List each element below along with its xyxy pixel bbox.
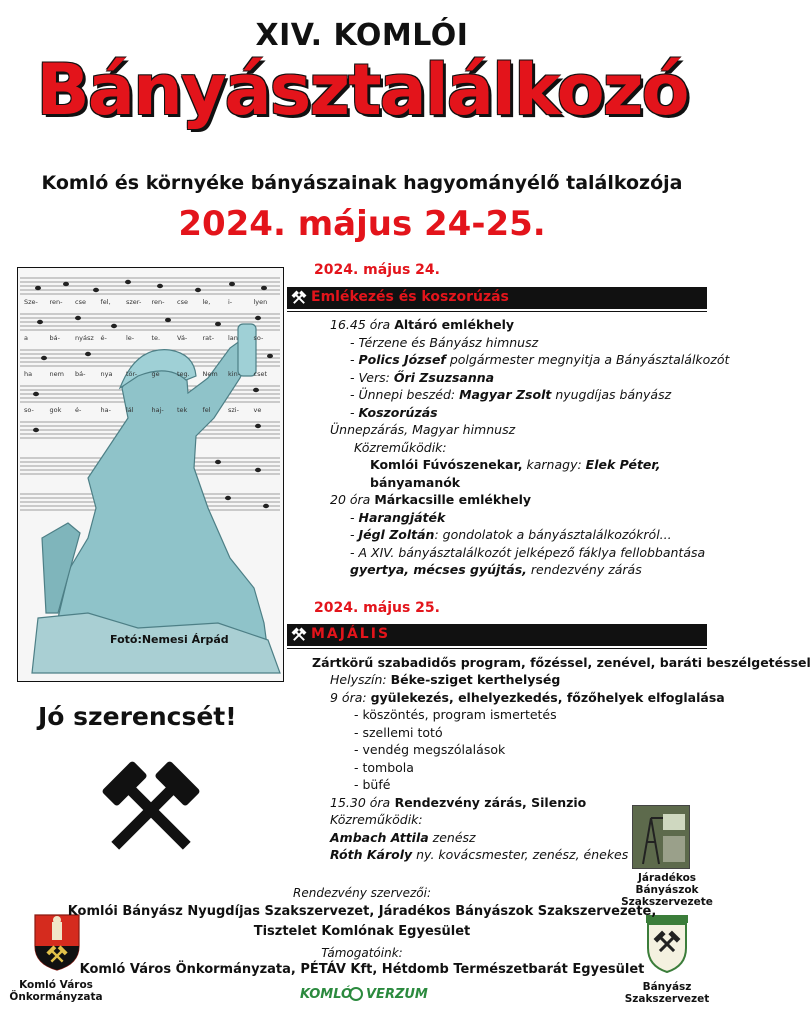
lyric-syllable: Sze- bbox=[24, 298, 38, 306]
program-line: - Térzene és Bányász himnusz bbox=[350, 334, 539, 350]
divider bbox=[287, 311, 707, 312]
lyric-syllable: lál bbox=[126, 406, 134, 414]
organizers-label: Rendezvény szervezői: bbox=[293, 886, 431, 900]
lyric-syllable: ge bbox=[151, 370, 160, 378]
day2-intro: Zártkörű szabadidős program, főzéssel, zenével, baráti beszélgetéssel bbox=[312, 655, 811, 670]
lyric-syllable: i- bbox=[228, 298, 233, 306]
program-item: - büfé bbox=[354, 777, 391, 792]
lyric-syllable: ve bbox=[253, 406, 262, 414]
komlo-verzum-logo bbox=[300, 984, 428, 1006]
program-line: Ambach Attila zenész bbox=[330, 829, 476, 845]
lyric-syllable: nem bbox=[49, 370, 64, 378]
day1-program bbox=[330, 316, 729, 579]
supporters-label: Támogatóink: bbox=[321, 946, 403, 960]
lyric-syllable: le, bbox=[202, 298, 211, 306]
crossed-hammers-icon bbox=[96, 755, 206, 865]
lyric-syllable: te. bbox=[151, 334, 161, 342]
lyric-syllable: szer- bbox=[126, 298, 142, 306]
lyric-syllable: Vá- bbox=[177, 334, 188, 342]
program-line: - Jégl Zoltán: gondolatok a bányásztalálkozókról... bbox=[350, 527, 672, 542]
komlo-city-label: Komló Város Önkormányzata bbox=[9, 979, 103, 1003]
program-line: Ünnepzárás, Magyar himnusz bbox=[330, 422, 516, 437]
sponsor-logo-left: KOMLÓ bbox=[300, 987, 353, 1002]
lyric-syllable: é- bbox=[75, 406, 82, 414]
day2-date: 2024. május 25. bbox=[314, 600, 440, 616]
divider bbox=[287, 648, 707, 649]
program-line: - Vers: Őri Zsuzsanna bbox=[350, 369, 495, 385]
lyric-syllable: teg. bbox=[177, 370, 190, 378]
lyric-syllable: cset bbox=[253, 370, 268, 378]
program-line: - Koszorúzás bbox=[350, 404, 438, 420]
program-item: - köszöntés, program ismertetés bbox=[354, 707, 557, 722]
program-line: 16.45 óra Altáró emlékhely bbox=[330, 317, 515, 332]
event-subtitle: Komló és környéke bányászainak hagyományélő találkozója bbox=[41, 172, 683, 194]
lyric-syllable: ha- bbox=[100, 406, 111, 414]
lyric-syllable: kin- bbox=[228, 370, 241, 378]
program-line: - Ünnepi beszéd: Magyar Zsolt nyugdíjas bányász bbox=[350, 387, 672, 402]
day1-section-bar bbox=[287, 287, 707, 309]
jaradekos-logo bbox=[632, 805, 690, 869]
organizers-line: Tisztelet Komlónak Egyesület bbox=[253, 924, 471, 939]
banyasz-szakszervezet-label: Bányász Szakszervezet bbox=[624, 981, 710, 1005]
miner-statue-photo bbox=[17, 267, 284, 682]
lyric-syllable: lyen bbox=[253, 298, 268, 306]
miners-greeting: Jó szerencsét! bbox=[38, 702, 237, 731]
program-line: - A XIV. bányásztalálkozót jelképező fáklya fellobbantása bbox=[350, 544, 706, 560]
lyric-syllable: a bbox=[24, 334, 28, 342]
program-line: 20 óra Márkacsille emlékhely bbox=[330, 492, 532, 507]
program-line: 9 óra: gyülekezés, elhelyezkedés, főzőhelyek elfoglalása bbox=[330, 689, 725, 705]
day1-section-title: Emlékezés és koszorúzás bbox=[311, 289, 509, 305]
program-line: Közreműködik: bbox=[330, 812, 423, 827]
lyric-syllable: rat- bbox=[202, 334, 215, 342]
lyric-syllable: tör- bbox=[126, 370, 138, 378]
day2-section-bar bbox=[287, 624, 707, 646]
crossed-hammers-icon bbox=[291, 290, 307, 306]
day1-date: 2024. május 24. bbox=[314, 262, 440, 278]
lyric-syllable: ren- bbox=[49, 298, 63, 306]
jaradekos-label: Járadékos Bányászok Szakszervezete bbox=[621, 872, 713, 908]
mine-tower-icon bbox=[633, 806, 689, 868]
lyric-syllable: fel, bbox=[100, 298, 111, 306]
program-item: - vendég megszólalások bbox=[354, 742, 506, 757]
lyric-syllable: haj- bbox=[151, 406, 164, 414]
program-line: Komlói Fúvószenekar, karnagy: Elek Péter, bbox=[370, 457, 661, 472]
program-line: - Polics József polgármester megnyitja a Bányásztalálkozót bbox=[350, 352, 730, 367]
crossed-hammers-icon bbox=[291, 627, 307, 643]
lyric-syllable: Nem bbox=[202, 370, 218, 378]
lyric-syllable: bá- bbox=[75, 370, 86, 378]
organizers-line: Komlói Bányász Nyugdíjas Szakszervezet, Járadékos Bányászok Szakszervezete, bbox=[67, 904, 657, 919]
lyric-syllable: cse bbox=[75, 298, 86, 306]
lyric-syllable: szi- bbox=[228, 406, 239, 414]
program-line: gyertya, mécses gyújtás, rendezvény zárás bbox=[350, 562, 642, 577]
event-date: 2024. május 24-25. bbox=[178, 204, 546, 244]
lyric-syllable: tek bbox=[177, 406, 188, 414]
program-line: Helyszín: Béke-sziget kerthelység bbox=[330, 672, 561, 687]
program-line: bányamanók bbox=[370, 474, 461, 490]
lyric-syllable: lan bbox=[228, 334, 238, 342]
photo-credit: Fotó:Nemesi Árpád bbox=[110, 633, 229, 646]
lyric-syllable: nyász bbox=[75, 334, 94, 342]
lyric-syllable: fel bbox=[202, 406, 211, 414]
program-line: Közreműködik: bbox=[354, 439, 447, 455]
program-item: - szellemi totó bbox=[354, 724, 443, 740]
statue-illustration bbox=[18, 268, 283, 681]
program-line: 15.30 óra Rendezvény zárás, Silenzio bbox=[330, 794, 587, 810]
lyric-syllable: cse bbox=[177, 298, 188, 306]
lyric-syllable: é- bbox=[100, 334, 107, 342]
lyric-syllable: ren- bbox=[151, 298, 165, 306]
lyric-syllable: bá- bbox=[49, 334, 60, 342]
lyric-syllable: le- bbox=[126, 334, 135, 342]
sponsor-logo-right: VERZUM bbox=[366, 987, 428, 1002]
event-main-title: Bányásztalálkozó bbox=[36, 49, 688, 131]
lyric-syllable: so- bbox=[253, 334, 264, 342]
lyric-syllable: ha bbox=[24, 370, 33, 378]
program-line: Róth Károly ny. kovácsmester, zenész, énekes bbox=[330, 847, 629, 862]
lyric-syllable: so- bbox=[24, 406, 34, 414]
lyric-syllable: gok bbox=[49, 406, 62, 414]
supporters-list: Komló Város Önkormányzata, PÉTÁV Kft, Hétdomb Természetbarát Egyesület bbox=[79, 962, 645, 977]
program-line: - Harangjáték bbox=[350, 509, 446, 525]
event-edition-title: XIV. KOMLÓI bbox=[255, 18, 469, 53]
day2-section-title: MAJÁLIS bbox=[311, 626, 391, 642]
swirl-icon bbox=[349, 987, 363, 1001]
lyric-syllable: nya bbox=[100, 370, 113, 378]
program-item: - tombola bbox=[354, 759, 414, 775]
